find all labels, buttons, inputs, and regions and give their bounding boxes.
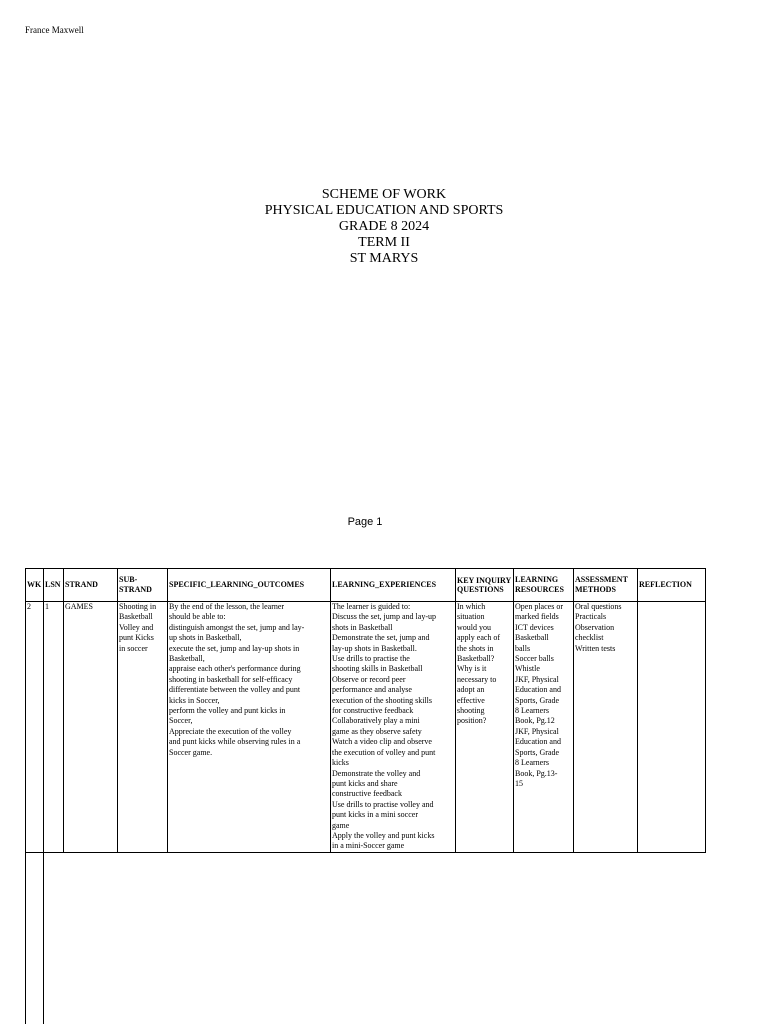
- title-line: SCHEME OF WORK: [321, 187, 447, 202]
- outcome-line: should be able to:: [169, 612, 226, 622]
- assessment-line: Written tests: [575, 643, 616, 653]
- resource-line: JKF, Physical: [515, 674, 559, 684]
- experience-line: Demonstrate the volley and: [332, 768, 421, 778]
- experience-line: for constructive feedback: [332, 706, 414, 716]
- resource-line: Sports, Grade: [515, 747, 559, 757]
- header-inquiry: KEY INQUIRY QUESTIONS: [456, 569, 514, 602]
- experience-line: performance and analyse: [332, 685, 412, 695]
- sub-strand-line: Basketball: [119, 612, 153, 622]
- outcome-line: differentiate between the volley and punt: [169, 685, 301, 695]
- assessment-line: checklist: [575, 633, 604, 643]
- assessment-line: Practicals: [575, 612, 607, 622]
- outcome-line: Soccer,: [169, 716, 193, 726]
- sub-strand-line: Shooting in: [119, 602, 157, 611]
- inquiry-line: the shots in: [457, 643, 494, 653]
- inquiry-line: position?: [457, 716, 487, 726]
- inquiry-line: apply each of: [457, 633, 501, 643]
- resource-line: marked fields: [515, 612, 559, 622]
- document-title: [0, 187, 768, 267]
- resource-line: Education and: [515, 685, 561, 695]
- cell-inquiry: [456, 602, 514, 853]
- outcome-line: kicks in Soccer,: [169, 695, 220, 705]
- header-lsn: LSN: [44, 569, 64, 602]
- experience-line: punt kicks and share: [332, 778, 398, 788]
- resource-line: 15: [515, 778, 523, 788]
- header-experiences: LEARNING_EXPERIENCES: [331, 569, 456, 602]
- header-sub-strand: SUB-STRAND: [118, 569, 168, 602]
- title-line: GRADE 8 2024: [338, 219, 430, 234]
- experience-line: Use drills to practise volley and: [332, 799, 434, 809]
- experience-line: the execution of volley and punt: [332, 747, 436, 757]
- assessment-line: Oral questions: [575, 602, 622, 611]
- scheme-of-work-table: [25, 568, 706, 853]
- outcome-line: and punt kicks while observing rules in a: [169, 737, 301, 747]
- experience-line: execution of the shooting skills: [332, 695, 432, 705]
- experience-line: kicks: [332, 758, 349, 768]
- experience-line: Demonstrate the set, jump and: [332, 633, 430, 643]
- outcome-line: up shots in Basketball,: [169, 633, 242, 643]
- inquiry-line: effective: [457, 695, 485, 705]
- inquiry-line: Basketball?: [457, 654, 495, 664]
- resource-line: 8 Learners: [515, 706, 549, 716]
- resource-line: 8 Learners: [515, 758, 549, 768]
- inquiry-line: shooting: [457, 706, 485, 716]
- cell-lsn: 1: [44, 602, 64, 853]
- outcome-line: shooting in basketball for self-efficacy: [169, 674, 293, 684]
- continuation-border-wk: [43, 844, 44, 1024]
- experience-line: Apply the volley and punt kicks: [332, 830, 435, 840]
- cell-strand: GAMES: [64, 602, 118, 853]
- resource-line: Book, Pg.12: [515, 716, 555, 726]
- sub-strand-line: punt Kicks: [119, 633, 154, 643]
- outcome-line: execute the set, jump and lay-up shots in: [169, 643, 300, 653]
- resource-line: Sports, Grade: [515, 695, 559, 705]
- inquiry-line: situation: [457, 612, 485, 622]
- resource-line: Open places or: [515, 602, 563, 611]
- inquiry-line: necessary to: [457, 674, 497, 684]
- title-line: ST MARYS: [349, 251, 419, 266]
- experience-line: Discuss the set, jump and lay-up: [332, 612, 436, 622]
- header-wk: WK: [26, 569, 44, 602]
- author-name: France Maxwell: [25, 25, 84, 35]
- header-row: [26, 569, 706, 602]
- experience-line: Use drills to practise the: [332, 654, 410, 664]
- resource-line: Whistle: [515, 664, 540, 674]
- header-resources: LEARNING RESOURCES: [514, 569, 574, 602]
- outcome-line: By the end of the lesson, the learner: [169, 602, 285, 611]
- resource-line: Basketball: [515, 633, 549, 643]
- inquiry-line: adopt an: [457, 685, 485, 695]
- resource-line: ICT devices: [515, 622, 554, 632]
- header-reflection: REFLECTION: [638, 569, 706, 602]
- outcome-line: Appreciate the execution of the volley: [169, 726, 292, 736]
- header-assessment: ASSESSMENT METHODS: [574, 569, 638, 602]
- experience-line: constructive feedback: [332, 789, 402, 799]
- experience-line: lay-up shots in Basketball.: [332, 643, 417, 653]
- experience-line: Collaboratively play a mini: [332, 716, 420, 726]
- header-outcomes: SPECIFIC_LEARNING_OUTCOMES: [168, 569, 331, 602]
- sub-strand-line: Volley and: [119, 622, 154, 632]
- resource-line: Education and: [515, 737, 561, 747]
- inquiry-line: Why is it: [457, 664, 487, 674]
- cell-experiences: [331, 602, 456, 853]
- experience-line: shooting skills in Basketball: [332, 664, 423, 674]
- outcome-line: Basketball,: [169, 654, 205, 664]
- experience-line: Watch a video clip and observe: [332, 737, 432, 747]
- experience-line: punt kicks in a mini soccer: [332, 810, 418, 820]
- resource-line: Book, Pg.13-: [515, 768, 558, 778]
- experience-line: game as they observe safety: [332, 726, 422, 736]
- sub-strand-line: in soccer: [119, 643, 148, 653]
- cell-resources: [514, 602, 574, 853]
- cell-reflection: [638, 602, 706, 853]
- resource-line: balls: [515, 643, 531, 653]
- continuation-border-left: [25, 844, 26, 1024]
- table-row: [26, 602, 706, 853]
- cell-sub-strand: [118, 602, 168, 853]
- experience-line: Observe or record peer: [332, 674, 406, 684]
- cell-wk: 2: [26, 602, 44, 853]
- page-number: Page 1: [347, 516, 383, 528]
- experience-line: The learner is guided to:: [332, 602, 411, 611]
- header-strand: STRAND: [64, 569, 118, 602]
- title-line: PHYSICAL EDUCATION AND SPORTS: [264, 203, 504, 218]
- inquiry-line: would you: [457, 622, 491, 632]
- resource-line: Soccer balls: [515, 654, 554, 664]
- cell-outcomes: [168, 602, 331, 853]
- assessment-line: Observation: [575, 622, 615, 632]
- outcome-line: appraise each other's performance during: [169, 664, 301, 674]
- cell-assessment: [574, 602, 638, 853]
- experience-line: shots in Basketball: [332, 622, 393, 632]
- outcome-line: perform the volley and punt kicks in: [169, 706, 286, 716]
- outcome-line: distinguish amongst the set, jump and lay-: [169, 622, 305, 632]
- outcome-line: Soccer game.: [169, 747, 213, 757]
- experience-line: game: [332, 820, 350, 830]
- inquiry-line: In which: [457, 602, 486, 611]
- experience-line: in a mini-Soccer game: [332, 841, 405, 851]
- resource-line: JKF, Physical: [515, 726, 559, 736]
- title-line: TERM II: [358, 235, 410, 250]
